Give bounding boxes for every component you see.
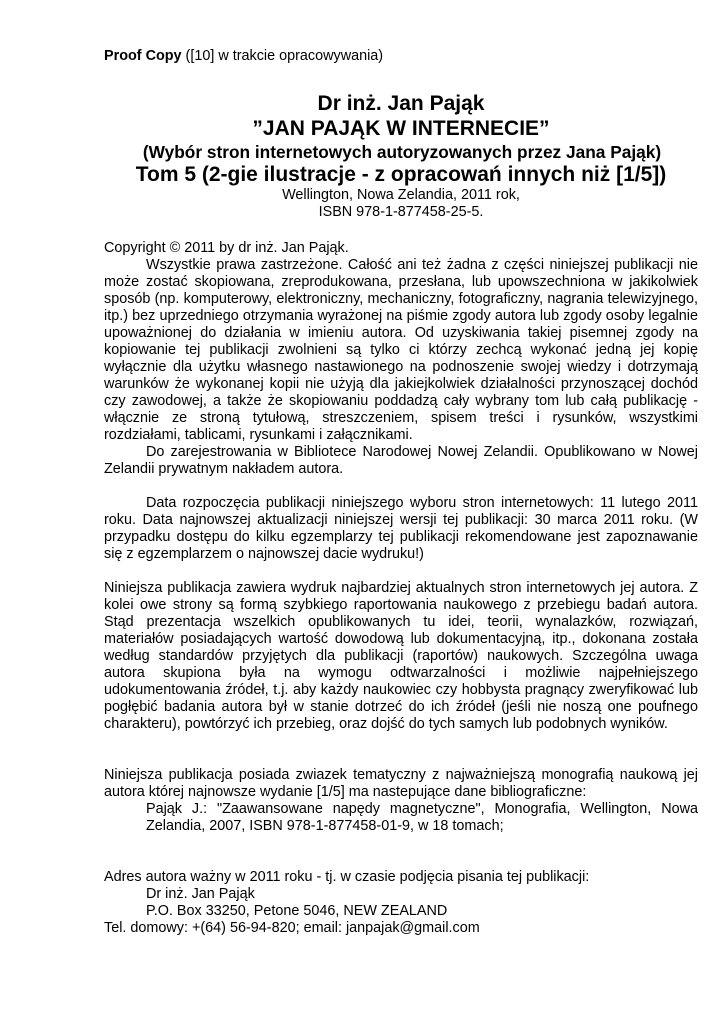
address-contact: Tel. domowy: +(64) 56-94-820; email: janpajak@gmail.com: [104, 920, 480, 936]
title-block: [104, 91, 698, 221]
address-postal: P.O. Box 33250, Petone 5046, NEW ZEALAND: [146, 903, 448, 919]
rights-paragraph: Wszystkie prawa zastrzeżone. Całość ani też żadna z części niniejszej publikacji nie może zostać skopiowana, zreprodukowana, przesłana, lub upowszechniona w jakikolwiek sposób (np. komputerowy, elektroniczny, mechaniczny, fotograficzny, nagrania telewizyjnego, itp.) bez uprzedniego otrzymania wyrażonej na piśmie zgody autora lub zgody osoby legalnie upoważnionej do działania w imieniu autora. Od uzyskiwania takiej pisemnej zgody na kopiowanie tej publikacji zwolnieni są tylko ci którzy zechcą wykonać jedną jej kopię wyłącznie dla użytku własnego nastawionego na podnoszenie swojej wiedzy i dotrzymają warunków że wykonanej kopii nie użyją dla jakiejkolwiek działalności przynoszącej dochód czy zawodowej, a także że skopiowaniu poddadzą cały wybrany tom lub całą publikację - włącznie ze stroną tytułową, streszczeniem, spisem treści i rysunków, wszystkimi rozdziałami, tablicami, rysunkami i załącznikami.: [104, 257, 698, 443]
relation-paragraph: Niniejsza publikacja posiada zwiazek tematyczny z najważniejszą monografią naukową jej autora której najnowsze wydanie [1/5] ma nastepujące dane bibliograficzne:: [104, 767, 698, 800]
proof-copy-note: ([10] w trakcie opracowywania): [185, 48, 384, 64]
proof-copy-label: Proof Copy: [104, 48, 182, 64]
address-name: Dr inż. Jan Pająk: [146, 886, 255, 902]
registration-paragraph: Do zarejestrowania w Bibliotece Narodowej Nowej Zelandii. Opublikowano w Nowej Zelandii prywatnym nakładem autora.: [104, 444, 698, 477]
dates-paragraph: Data rozpoczęcia publikacji niniejszego wyboru stron internetowych: 11 lutego 2011 roku. Data najnowszej aktualizacji niniejszej wersji tej publikacji: 30 marca 2011 roku. (W przypadku dostępu do kilku egzemplarzy tej publikacji rekomendowane jest zapoznawanie się z egzemplarzem o najnowszej dacie wydruku!): [104, 495, 698, 562]
address-intro: Adres autora ważny w 2011 roku - tj. w czasie podjęcia pisania tej publikacji:: [104, 869, 590, 885]
book-title: ”JAN PAJĄK W INTERNECIE”: [252, 117, 550, 140]
publication-place: Wellington, Nowa Zelandia, 2011 rok,: [282, 187, 520, 203]
isbn: ISBN 978-1-877458-25-5.: [318, 204, 484, 220]
bibliographic-reference: Pająk J.: "Zaawansowane napędy magnetyczne", Monografia, Wellington, Nowa Zelandia, 2007, ISBN 978-1-877458-01-9, w 18 tomach;: [146, 801, 698, 834]
copyright-line: Copyright © 2011 by dr inż. Jan Pająk.: [104, 240, 349, 256]
document-page: [104, 48, 698, 937]
book-subtitle: (Wybór stron internetowych autoryzowanych przez Jana Pająk): [142, 142, 662, 162]
author-name: Dr inż. Jan Pająk: [317, 92, 485, 115]
volume-title: Tom 5 (2-gie ilustracje - z opracowań innych niż [1/5]): [135, 163, 667, 186]
proof-copy-line: [104, 48, 698, 65]
purpose-paragraph: Niniejsza publikacja zawiera wydruk najbardziej aktualnych stron internetowych jej autora. Z kolei owe strony są formą szybkiego raportowania naukowego z przebiegu badań autora. Stąd prezentacja wszelkich opublikowanych tu idei, teorii, wynalazków, rozwiązań, materiałów posiadających wartość dowodową lub dokumentacyjną, itp., dokonana została według standardów przyjętych dla publikacji (raportów) naukowych. Szczególna uwaga autora skupiona była na wymogu odtwarzalności i możliwie najpełniejszego udokumentowania źródeł, t.j. aby każdy naukowiec czy hobbysta pragnący zweryfikować lub pogłębić badania autora był w stanie dotrzeć do ich źródeł (jeśli nie noszą one poufnego charakteru), powtórzyć ich przebieg, oraz dojść do tych samych lub podobnych wyników.: [104, 580, 698, 732]
